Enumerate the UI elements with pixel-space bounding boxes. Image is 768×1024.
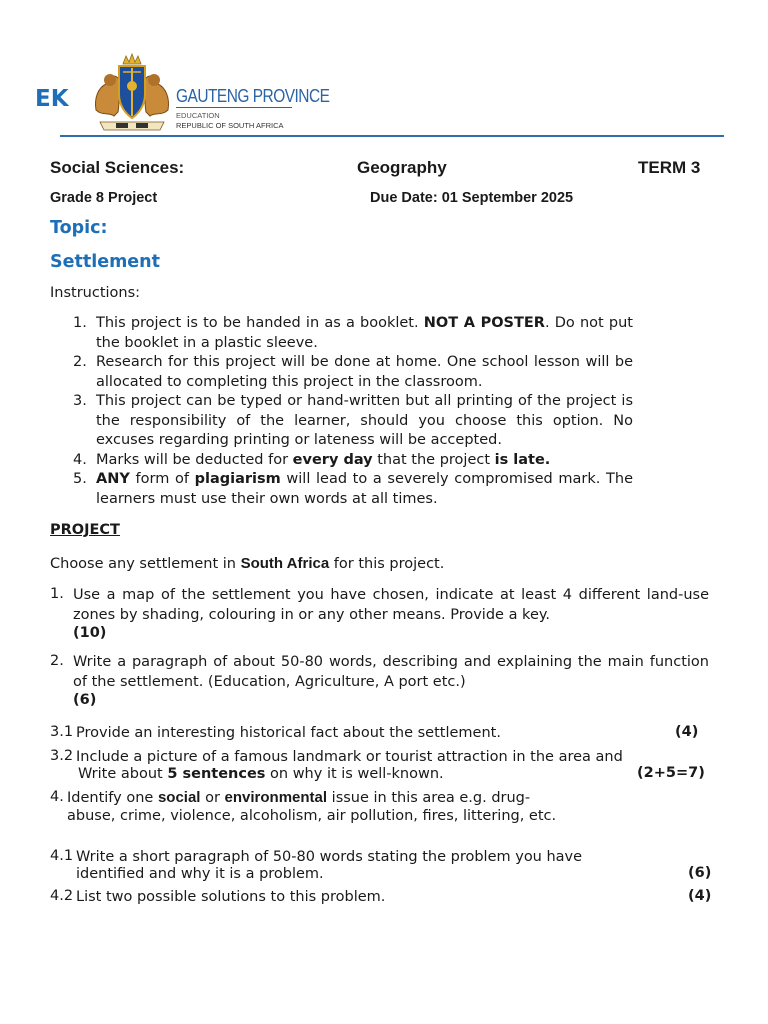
q41-mark: (6) — [688, 865, 712, 881]
instruction-item: 2. Research for this project will be done at home. One school lesson will be allocated to completing this project in the classroom. — [73, 354, 633, 390]
instruction-item: 3. This project can be typed or hand-written but all printing of the project is the responsibility of the learner, should you choose this option. No excuses regarding printing or lateness will be accepted. — [73, 393, 633, 448]
logo-divider — [176, 107, 292, 108]
term-label: TERM 3 — [638, 158, 701, 177]
logo-title: GAUTENG PROVINCE — [176, 86, 330, 106]
topic-title: Settlement — [50, 252, 160, 272]
q31-text: Provide an interesting historical fact about the settlement. — [76, 725, 501, 741]
instruction-item: 4. Marks will be deducted for every day that the project is late. — [73, 451, 551, 468]
project-heading: PROJECT — [50, 522, 120, 538]
q32-mark: (2+5=7) — [637, 765, 705, 781]
q41-text-line1: Write a short paragraph of 50-80 words stating the problem you have — [76, 849, 583, 865]
grade-label: Grade 8 Project — [50, 190, 158, 206]
header-rule — [60, 135, 724, 137]
instructions-list — [73, 314, 633, 509]
due-date: Due Date: 01 September 2025 — [370, 190, 574, 206]
q41-number: 4.1 — [50, 848, 74, 864]
topic-label: Topic: — [50, 218, 108, 238]
q4-text: Identify one social or environmental issue in this area e.g. drug-abuse, crime, violence, alcoholism, air pollution, fires, littering, etc. — [67, 789, 557, 824]
q1-mark: (10) — [73, 625, 107, 641]
q2-text: Write a paragraph of about 50-80 words, describing and explaining the main function of the settlement. (Education, Agriculture, A port etc.) — [73, 654, 709, 690]
q2-number: 2. — [50, 653, 64, 669]
q32-number: 3.2 — [50, 748, 74, 764]
q41-text-line2: identified and why it is a problem. — [76, 866, 324, 882]
q1-text: Use a map of the settlement you have chosen, indicate at least 4 different land-use zones by shading, colouring in or any other means. Provide a key. — [73, 587, 709, 623]
q2-mark: (6) — [73, 692, 97, 708]
logo-subtitle-republic: REPUBLIC OF SOUTH AFRICA — [176, 121, 284, 130]
q4-number: 4. — [50, 789, 64, 805]
coat-of-arms-logo — [90, 50, 174, 134]
project-intro: Choose any settlement in South Africa for this project. — [50, 555, 445, 572]
logo-subtitle-education: EDUCATION — [176, 111, 220, 120]
q42-mark: (4) — [688, 888, 712, 904]
instructions-heading: Instructions: — [50, 285, 141, 301]
q42-number: 4.2 — [50, 888, 74, 904]
discipline-label: Geography — [357, 158, 447, 177]
school-code: EK — [35, 86, 69, 112]
q42-text: List two possible solutions to this problem. — [76, 889, 386, 905]
q1-number: 1. — [50, 586, 64, 602]
subject-label: Social Sciences: — [50, 158, 185, 177]
q32-text-line1: Include a picture of a famous landmark or tourist attraction in the area and — [76, 749, 623, 765]
instruction-item: 5. ANY form of plagiarism will lead to a severely compromised mark. The learners must use their own words at all times. — [73, 471, 633, 507]
q31-number: 3.1 — [50, 724, 74, 740]
instruction-item: 1. This project is to be handed in as a booklet. NOT A POSTER. Do not put the booklet in a plastic sleeve. — [73, 315, 633, 351]
q32-text-line2: Write about 5 sentences on why it is well-known. — [78, 766, 444, 782]
q31-mark: (4) — [675, 724, 699, 740]
